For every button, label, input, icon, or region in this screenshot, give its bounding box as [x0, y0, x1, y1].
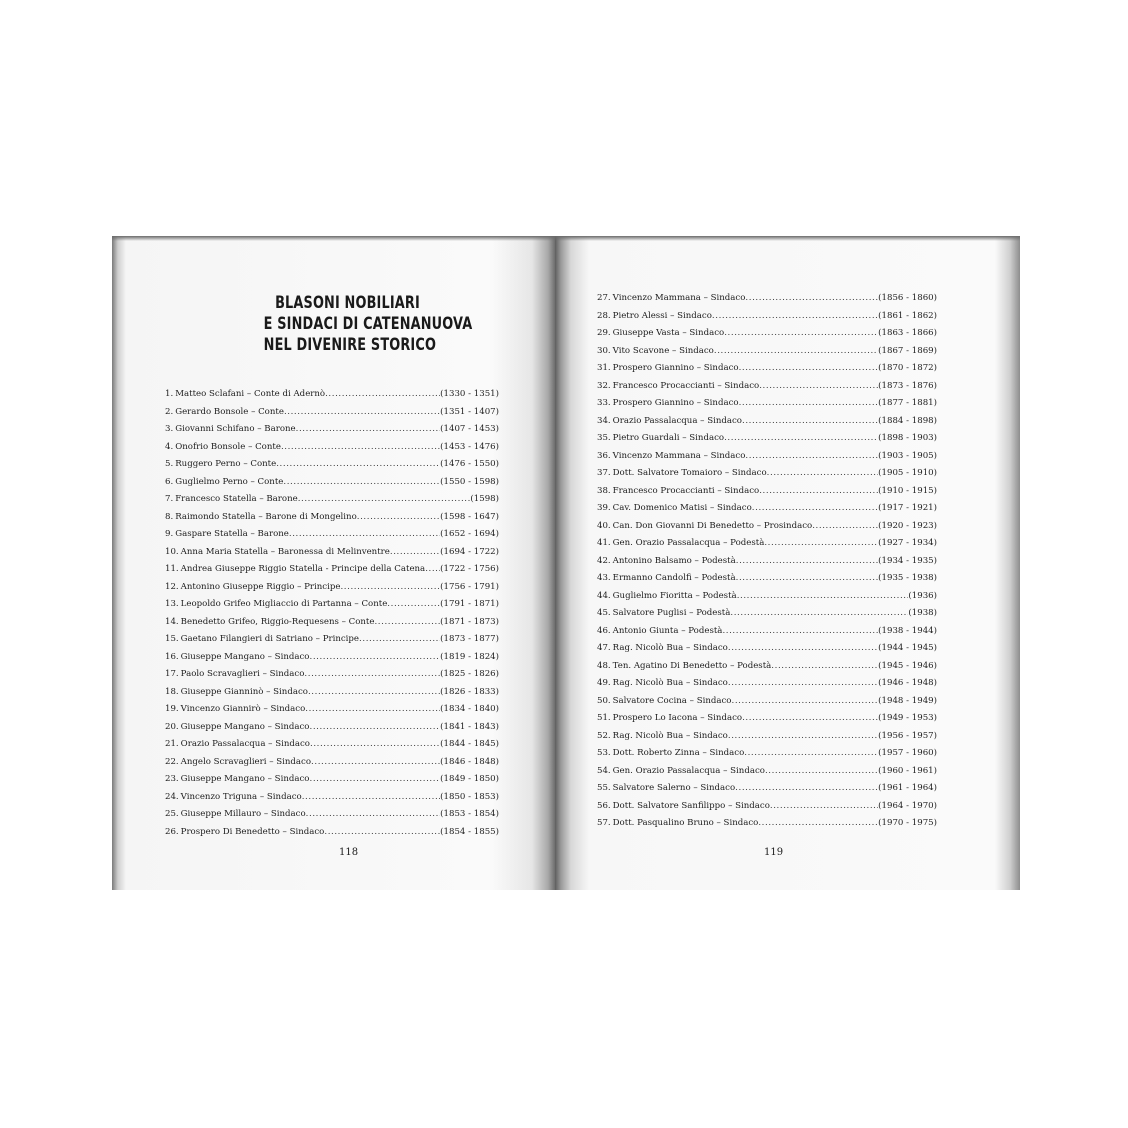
- entry-number: 6.: [165, 476, 174, 487]
- dot-leader: [759, 483, 878, 501]
- dot-leader: [739, 360, 879, 378]
- dot-leader: [745, 290, 878, 308]
- entry-name: Matteo Sclafani – Conte di Adernò: [175, 389, 326, 399]
- list-item: [165, 719, 499, 737]
- list-item: [165, 456, 499, 474]
- dot-leader: [812, 518, 878, 536]
- entry-number: 55.: [597, 783, 611, 793]
- entry-number: 33.: [597, 398, 611, 408]
- list-item: [165, 789, 499, 807]
- left-entry-list: [165, 386, 499, 841]
- entry-number: 37.: [597, 468, 611, 478]
- entry-date: (1841 - 1843): [440, 721, 499, 732]
- entry-name: Ten. Agatino Di Benedetto – Podestà: [612, 660, 772, 671]
- entry-date: (1945 - 1946): [878, 660, 937, 671]
- entry-name: Salvatore Puglisi – Podestà: [612, 608, 731, 618]
- entry-number: 47.: [597, 643, 611, 653]
- entry-name: Anna Maria Statella – Baronessa di Melinventre: [180, 546, 390, 557]
- dot-leader: [744, 745, 878, 763]
- entry-date: (1877 - 1881): [878, 398, 937, 408]
- entry-name: Pietro Alessi – Sindaco: [612, 310, 712, 321]
- title-line-2: E SINDACI DI CATENANUOVA: [263, 314, 473, 333]
- entry-date: (1964 - 1970): [878, 800, 937, 811]
- dot-leader: [374, 614, 440, 632]
- list-item: [597, 815, 937, 833]
- entry-name: Gaspare Statella – Barone: [175, 529, 289, 539]
- list-item: [597, 675, 937, 693]
- entry-name: Salvatore Salerno – Sindaco: [612, 783, 736, 793]
- dot-leader: [728, 675, 878, 693]
- entry-name: Angelo Scravaglieri – Sindaco: [180, 756, 312, 767]
- entry-name: Vincenzo Triguna – Sindaco: [180, 791, 302, 802]
- dot-leader: [771, 658, 878, 676]
- entry-date: (1938): [908, 608, 937, 618]
- entry-number: 53.: [597, 748, 611, 758]
- entry-name: Giuseppe Mangano – Sindaco: [180, 721, 310, 732]
- dot-leader: [276, 456, 440, 474]
- entry-number: 19.: [165, 704, 179, 714]
- entry-number: 48.: [597, 660, 611, 671]
- entry-name: Prospero Giannino – Sindaco: [612, 398, 739, 408]
- entry-number: 52.: [597, 730, 611, 741]
- entry-date: (1873 - 1876): [878, 380, 937, 391]
- list-item: [165, 701, 499, 719]
- list-item: [165, 509, 499, 527]
- list-item: [165, 614, 499, 632]
- entry-date: (1756 - 1791): [440, 581, 499, 592]
- dot-leader: [764, 535, 878, 553]
- entry-name: Onofrio Bonsole – Conte: [175, 441, 281, 452]
- entry-number: 24.: [165, 791, 179, 802]
- entry-number: 13.: [165, 599, 179, 609]
- dot-leader: [296, 421, 441, 439]
- entry-date: (1938 - 1944): [878, 625, 937, 636]
- entry-name: Gen. Orazio Passalacqua – Podestà: [612, 538, 765, 548]
- entry-name: Rag. Nicolò Bua – Sindaco: [612, 643, 728, 653]
- dot-leader: [759, 378, 878, 396]
- dot-leader: [309, 649, 440, 667]
- entry-name: Gen. Orazio Passalacqua – Sindaco: [612, 765, 765, 776]
- entry-name: Vincenzo Mammana – Sindaco: [612, 450, 746, 461]
- entry-name: Rag. Nicolò Bua – Sindaco: [612, 678, 728, 688]
- list-item: [597, 430, 937, 448]
- entry-number: 2.: [165, 406, 174, 417]
- entry-date: (1873 - 1877): [440, 634, 499, 644]
- entry-name: Dott. Salvatore Sanfilippo – Sindaco: [612, 800, 770, 811]
- dot-leader: [767, 465, 879, 483]
- entry-name: Paolo Scravaglieri – Sindaco: [180, 669, 305, 679]
- dot-leader: [298, 491, 471, 509]
- entry-name: Pietro Guardali – Sindaco: [612, 433, 725, 443]
- entry-date: (1917 - 1921): [878, 503, 937, 513]
- entry-date: (1861 - 1862): [878, 310, 937, 321]
- list-item: [597, 343, 937, 361]
- list-item: [165, 579, 499, 597]
- entry-date: (1927 - 1934): [878, 538, 937, 548]
- entry-date: (1453 - 1476): [440, 441, 499, 452]
- dot-leader: [722, 623, 878, 641]
- entry-date: (1884 - 1898): [878, 415, 937, 426]
- entry-number: 7.: [165, 494, 174, 504]
- dot-leader: [735, 780, 878, 798]
- book-spread: [112, 236, 1020, 890]
- entry-date: (1598 - 1647): [440, 511, 499, 522]
- entry-date: (1834 - 1840): [440, 704, 499, 714]
- dot-leader: [310, 736, 440, 754]
- dot-leader: [770, 798, 878, 816]
- entry-name: Vincenzo Giannirò – Sindaco: [180, 704, 306, 714]
- list-item: [597, 658, 937, 676]
- entry-name: Antonino Balsamo – Podestà: [612, 555, 736, 566]
- dot-leader: [730, 605, 908, 623]
- entry-name: Leopoldo Grifeo Migliaccio di Partanna – Conte: [180, 599, 388, 609]
- entry-date: (1956 - 1957): [878, 730, 937, 741]
- entry-name: Orazio Passalacqua – Sindaco: [612, 415, 742, 426]
- entry-name: Francesco Statella – Barone: [175, 494, 298, 504]
- entry-date: (1846 - 1848): [440, 756, 499, 767]
- entry-number: 46.: [597, 625, 611, 636]
- entry-name: Giuseppe Vasta – Sindaco: [612, 328, 725, 338]
- entry-name: Guglielmo Fioritta – Podestà: [612, 590, 737, 601]
- entry-name: Giuseppe Mangano – Sindaco: [180, 774, 310, 784]
- entry-number: 9.: [165, 529, 174, 539]
- entry-name: Guglielmo Perno – Conte: [175, 476, 284, 487]
- dot-leader: [325, 386, 440, 404]
- dot-leader: [724, 430, 878, 448]
- list-item: [597, 780, 937, 798]
- dot-leader: [281, 439, 440, 457]
- entry-date: (1905 - 1910): [878, 468, 937, 478]
- entry-date: (1819 - 1824): [440, 651, 499, 662]
- list-item: [165, 649, 499, 667]
- dot-leader: [283, 474, 440, 492]
- entry-number: 56.: [597, 800, 611, 811]
- entry-number: 1.: [165, 389, 174, 399]
- dot-leader: [742, 710, 878, 728]
- dot-leader: [736, 553, 878, 571]
- entry-number: 35.: [597, 433, 611, 443]
- entry-name: Dott. Salvatore Tomaioro – Sindaco: [612, 468, 767, 478]
- dot-leader: [302, 789, 440, 807]
- entry-number: 16.: [165, 651, 179, 662]
- entry-number: 45.: [597, 608, 611, 618]
- entry-name: Giovanni Schifano – Barone: [175, 424, 296, 434]
- entry-date: (1970 - 1975): [878, 818, 937, 828]
- entry-number: 32.: [597, 380, 611, 391]
- entry-date: (1351 - 1407): [440, 406, 499, 417]
- page-number-right: 119: [764, 847, 784, 858]
- dot-leader: [745, 448, 878, 466]
- dot-leader: [311, 754, 440, 772]
- entry-date: (1844 - 1845): [440, 739, 499, 749]
- list-item: [165, 806, 499, 824]
- list-item: [165, 439, 499, 457]
- list-item: [597, 553, 937, 571]
- entry-date: (1870 - 1872): [878, 363, 937, 373]
- entry-date: (1948 - 1949): [878, 695, 937, 706]
- list-item: [597, 413, 937, 431]
- entry-name: Salvatore Cocina – Sindaco: [612, 695, 732, 706]
- entry-number: 25.: [165, 809, 179, 819]
- list-item: [597, 728, 937, 746]
- entry-name: Dott. Roberto Zinna – Sindaco: [612, 748, 745, 758]
- dot-leader: [387, 596, 440, 614]
- list-item: [597, 798, 937, 816]
- dot-leader: [739, 395, 879, 413]
- dot-leader: [309, 719, 440, 737]
- entry-number: 18.: [165, 686, 179, 697]
- list-item: [597, 605, 937, 623]
- list-item: [165, 596, 499, 614]
- entry-number: 22.: [165, 756, 179, 767]
- list-item: [597, 325, 937, 343]
- entry-date: (1949 - 1953): [878, 713, 937, 723]
- entry-name: Francesco Procaccianti – Sindaco: [612, 485, 760, 496]
- entry-number: 30.: [597, 345, 611, 356]
- entry-number: 3.: [165, 424, 174, 434]
- list-item: [597, 745, 937, 763]
- list-item: [165, 666, 499, 684]
- dot-leader: [728, 728, 878, 746]
- list-item: [165, 474, 499, 492]
- entry-date: (1550 - 1598): [440, 476, 499, 487]
- entry-number: 20.: [165, 721, 179, 732]
- list-item: [597, 640, 937, 658]
- entry-date: (1652 - 1694): [440, 529, 499, 539]
- entry-name: Giuseppe Mangano – Sindaco: [180, 651, 310, 662]
- entry-date: (1854 - 1855): [440, 826, 499, 837]
- entry-date: (1826 - 1833): [440, 686, 499, 697]
- dot-leader: [728, 640, 878, 658]
- list-item: [165, 544, 499, 562]
- list-item: [165, 771, 499, 789]
- entry-number: 10.: [165, 546, 179, 557]
- dot-leader: [359, 631, 440, 649]
- entry-number: 11.: [165, 564, 179, 574]
- entry-date: (1863 - 1866): [878, 328, 937, 338]
- list-item: [597, 378, 937, 396]
- entry-number: 43.: [597, 573, 611, 583]
- entry-date: (1946 - 1948): [878, 678, 937, 688]
- list-item: [597, 763, 937, 781]
- right-entry-list: [597, 290, 937, 833]
- dot-leader: [309, 771, 440, 789]
- list-item: [597, 623, 937, 641]
- list-item: [597, 518, 937, 536]
- dot-leader: [289, 526, 440, 544]
- dot-leader: [752, 500, 878, 518]
- entry-name: Dott. Pasqualino Bruno – Sindaco: [612, 818, 759, 828]
- page-number-left: 118: [339, 847, 359, 858]
- entry-date: (1871 - 1873): [440, 616, 499, 627]
- entry-date: (1867 - 1869): [878, 345, 937, 356]
- entry-number: 44.: [597, 590, 611, 601]
- entry-date: (1903 - 1905): [878, 450, 937, 461]
- entry-date: (1910 - 1915): [878, 485, 937, 496]
- entry-date: (1330 - 1351): [440, 389, 499, 399]
- entry-name: Benedetto Grifeo, Riggio-Requesens – Conte: [180, 616, 375, 627]
- entry-date: (1598): [470, 494, 499, 504]
- entry-number: 57.: [597, 818, 611, 828]
- entry-name: Prospero Lo Iacona – Sindaco: [612, 713, 743, 723]
- entry-date: (1853 - 1854): [440, 809, 499, 819]
- entry-number: 8.: [165, 511, 174, 522]
- entry-name: Antonio Giunta – Podestà: [612, 625, 723, 636]
- dot-leader: [765, 763, 878, 781]
- entry-number: 29.: [597, 328, 611, 338]
- dot-leader: [736, 570, 879, 588]
- entry-date: (1944 - 1945): [878, 643, 937, 653]
- entry-name: Antonino Giuseppe Riggio – Principe: [180, 581, 341, 592]
- list-item: [597, 535, 937, 553]
- entry-name: Rag. Nicolò Bua – Sindaco: [612, 730, 728, 741]
- entry-date: (1920 - 1923): [878, 520, 937, 531]
- dot-leader: [425, 561, 440, 579]
- entry-date: (1961 - 1964): [878, 783, 937, 793]
- list-item: [597, 588, 937, 606]
- entry-date: (1936): [908, 590, 937, 601]
- dot-leader: [340, 579, 440, 597]
- entry-number: 34.: [597, 415, 611, 426]
- dot-leader: [724, 325, 878, 343]
- entry-number: 28.: [597, 310, 611, 321]
- dot-leader: [304, 666, 440, 684]
- list-item: [165, 684, 499, 702]
- list-item: [165, 824, 499, 842]
- list-item: [597, 360, 937, 378]
- entry-date: (1694 - 1722): [440, 546, 499, 557]
- chapter-title: [263, 292, 473, 355]
- entry-number: 39.: [597, 503, 611, 513]
- page-edge-shadow: [112, 236, 555, 241]
- dot-leader: [305, 701, 440, 719]
- entry-number: 36.: [597, 450, 611, 461]
- entry-number: 27.: [597, 293, 611, 303]
- entry-number: 31.: [597, 363, 611, 373]
- entry-date: (1960 - 1961): [878, 765, 937, 776]
- list-item: [597, 465, 937, 483]
- entry-name: Giuseppe Gianninò – Sindaco: [180, 686, 308, 697]
- page-edge-shadow: [555, 236, 1020, 241]
- entry-name: Prospero Di Benedetto – Sindaco: [180, 826, 325, 837]
- entry-number: 42.: [597, 555, 611, 566]
- entry-number: 54.: [597, 765, 611, 776]
- entry-name: Vincenzo Mammana – Sindaco: [612, 293, 746, 303]
- list-item: [165, 404, 499, 422]
- entry-name: Can. Don Giovanni Di Benedetto – Prosindaco: [612, 520, 813, 531]
- list-item: [597, 483, 937, 501]
- list-item: [165, 754, 499, 772]
- list-item: [597, 448, 937, 466]
- entry-number: 51.: [597, 713, 611, 723]
- dot-leader: [714, 343, 878, 361]
- entry-date: (1407 - 1453): [440, 424, 499, 434]
- entry-name: Ruggero Perno – Conte: [175, 459, 277, 469]
- dot-leader: [742, 413, 878, 431]
- dot-leader: [758, 815, 878, 833]
- list-item: [165, 421, 499, 439]
- list-item: [597, 395, 937, 413]
- dot-leader: [324, 824, 440, 842]
- dot-leader: [306, 806, 441, 824]
- entry-date: (1957 - 1960): [878, 748, 937, 758]
- entry-number: 49.: [597, 678, 611, 688]
- entry-number: 38.: [597, 485, 611, 496]
- entry-number: 40.: [597, 520, 611, 531]
- list-item: [165, 631, 499, 649]
- entry-name: Cav. Domenico Matisi – Sindaco: [612, 503, 752, 513]
- dot-leader: [390, 544, 440, 562]
- dot-leader: [308, 684, 440, 702]
- entry-date: (1849 - 1850): [440, 774, 499, 784]
- list-item: [597, 710, 937, 728]
- entry-name: Gaetano Filangieri di Satriano – Principe: [180, 634, 360, 644]
- list-item: [165, 561, 499, 579]
- entry-date: (1856 - 1860): [878, 293, 937, 303]
- entry-date: (1850 - 1853): [440, 791, 499, 802]
- entry-number: 21.: [165, 739, 179, 749]
- entry-number: 4.: [165, 441, 174, 452]
- entry-number: 50.: [597, 695, 611, 706]
- entry-number: 14.: [165, 616, 179, 627]
- list-item: [165, 491, 499, 509]
- title-line-1: BLASONI NOBILIARI: [275, 293, 420, 312]
- entry-date: (1722 - 1756): [440, 564, 499, 574]
- entry-name: Andrea Giuseppe Riggio Statella - Principe della Catena: [180, 564, 426, 574]
- entry-name: Giuseppe Millauro – Sindaco: [180, 809, 306, 819]
- entry-date: (1898 - 1903): [878, 433, 937, 443]
- entry-date: (1791 - 1871): [440, 599, 499, 609]
- entry-date: (1935 - 1938): [878, 573, 937, 583]
- entry-name: Raimondo Statella – Barone di Mongelino: [175, 511, 357, 522]
- entry-number: 15.: [165, 634, 179, 644]
- entry-name: Prospero Giannino – Sindaco: [612, 363, 739, 373]
- dot-leader: [712, 308, 878, 326]
- list-item: [165, 386, 499, 404]
- entry-name: Vito Scavone – Sindaco: [612, 345, 714, 356]
- entry-name: Francesco Procaccianti – Sindaco: [612, 380, 760, 391]
- entry-name: Orazio Passalacqua – Sindaco: [180, 739, 310, 749]
- entry-date: (1476 - 1550): [440, 459, 499, 469]
- dot-leader: [731, 693, 878, 711]
- entry-name: Gerardo Bonsole – Conte: [175, 406, 284, 417]
- title-line-3: NEL DIVENIRE STORICO: [263, 335, 437, 354]
- entry-number: 26.: [165, 826, 179, 837]
- entry-date: (1825 - 1826): [440, 669, 499, 679]
- entry-number: 5.: [165, 459, 174, 469]
- dot-leader: [284, 404, 440, 422]
- entry-number: 23.: [165, 774, 179, 784]
- entry-number: 12.: [165, 581, 179, 592]
- entry-number: 41.: [597, 538, 611, 548]
- dot-leader: [357, 509, 440, 527]
- entry-date: (1934 - 1935): [878, 555, 937, 566]
- list-item: [597, 500, 937, 518]
- list-item: [165, 736, 499, 754]
- entry-name: Ermanno Candolfi – Podestà: [612, 573, 736, 583]
- dot-leader: [737, 588, 909, 606]
- list-item: [165, 526, 499, 544]
- list-item: [597, 570, 937, 588]
- list-item: [597, 290, 937, 308]
- entry-number: 17.: [165, 669, 179, 679]
- list-item: [597, 693, 937, 711]
- list-item: [597, 308, 937, 326]
